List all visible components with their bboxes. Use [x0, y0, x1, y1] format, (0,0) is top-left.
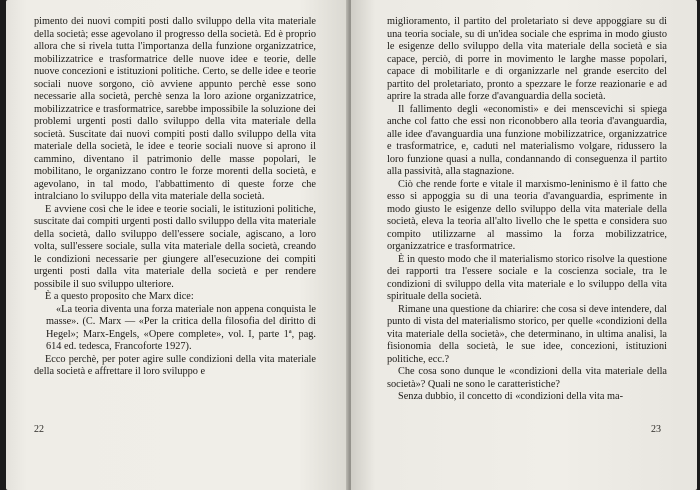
paragraph: miglioramento, il partito del proletariato si deve appoggiare su di una teoria sociale, su di un'idea sociale che esprima in modo giusto le esigenze dello sviluppo della vita materiale della società e sia capace, perciò, di porre in movimento le larghe masse popolari, capace di mobilitarle e di organizzarle nel grande esercito del partito del proletariato, pronto a spezzare le forze reazionarie e ad aprire la strada alle forze d'avanguardia della società.: [387, 16, 667, 102]
paragraph: È in questo modo che il materialismo storico risolve la questione dei rapporti tra l'essere sociale e la coscienza sociale, tra le condizioni di sviluppo della vita materiale e lo sviluppo della vita spirituale della società.: [387, 253, 667, 302]
paragraph: Ciò che rende forte e vitale il marxismo-leninismo è il fatto che esso si appoggia su di una teoria d'avanguardia, esprimente in modo giusto le esigenze dello sviluppo della vita materiale della società, eleva la teoria all'alto livello che le spetta e considera suo compito utilizzarne al massimo la forza mobilizzatrice, organizzatrice e trasformatrice.: [387, 178, 667, 252]
page-number-left: 22: [34, 424, 44, 435]
paragraph: Rimane una questione da chiarire: che cosa si deve intendere, dal punto di vista del materialismo storico, per quelle «condizioni della vita materiale della società», che determinano, in ultima analisi, la fisionomia della società, le sue idee, concezioni, istituzioni politiche, ecc.?: [387, 303, 667, 365]
left-page-text: [34, 16, 316, 379]
quote-paragraph: «La teoria diventa una forza materiale non appena conquista le masse». (C. Marx — «Per la critica della filosofia del diritto di Hegel»; Marx-Engels, «Opere complete», vol. I, parte 1ª, pag. 614 ed. tedesca, Francoforte 1927).: [46, 303, 316, 352]
paragraph: Senza dubbio, il concetto di «condizioni della vita ma-: [398, 391, 624, 402]
page-number-right: 23: [651, 424, 661, 435]
paragraph: È a questo proposito che Marx dice:: [45, 291, 194, 302]
paragraph: Il fallimento degli «economisti» e dei menscevichi si spiega anche col fatto che essi non riconobbero alla teoria d'avanguardia, alle idee d'avanguardia una funzione mobilizzatrice, organizzatrice e trasformatrice, e, caduti nel materialismo volgare, ridussero la loro funzione quasi a nulla, condannando di conseguenza il partito alla passività, alla stagnazione.: [387, 103, 667, 177]
paragraph: E avviene così che le idee e teorie sociali, le istituzioni politiche, suscitate dai compiti urgenti posti dallo sviluppo della vita materiale della società, dallo sviluppo dell'essere sociale, agiscano, a loro volta, sull'essere sociale, sulla vita materiale della società, creando le condizioni necessarie per giungere all'esecuzione dei compiti urgenti posti dalla vita materiale della società e per rendere possibile il suo sviluppo ulteriore.: [34, 203, 316, 290]
paragraph: pimento dei nuovi compiti posti dallo sviluppo della vita materiale della società; esse agevolano il progresso della società. Ed è proprio allora che si rivela tutta l'importanza della funzione organizzatrice, mobilizzatrice e trasformatrice delle nuove idee e teorie, delle nuove concezioni e istituzioni politiche. Certo, se delle idee e teorie sociali nuove sorgono, ciò avviene appunto perchè esse sono necessarie alla società, perchè senza la loro azione organizzatrice, mobilizzatrice e trasformatrice, sarebbe impossibile la soluzione dei problemi urgenti posti dallo sviluppo della vita materiale della società. Suscitate dai nuovi compiti posti dallo sviluppo della vita materiale della società, le idee e teorie sociali nuove si aprono il cammino, diventano il patrimonio delle masse popolari, le mobilitano, le organizzano contro le forze morenti della società, e agevolano, in tal modo, l'abbattimento di queste forze che intralciano lo sviluppo della vita materiale della società.: [34, 16, 316, 202]
paragraph: Ecco perchè, per poter agire sulle condizioni della vita materiale della società e affrettare il loro sviluppo e: [34, 353, 316, 377]
right-page-text: [387, 16, 667, 404]
right-page: [351, 0, 697, 490]
paragraph: Che cosa sono dunque le «condizioni della vita materiale della società»? Quali ne sono le caratteristiche?: [387, 366, 667, 390]
left-page: [6, 0, 350, 490]
